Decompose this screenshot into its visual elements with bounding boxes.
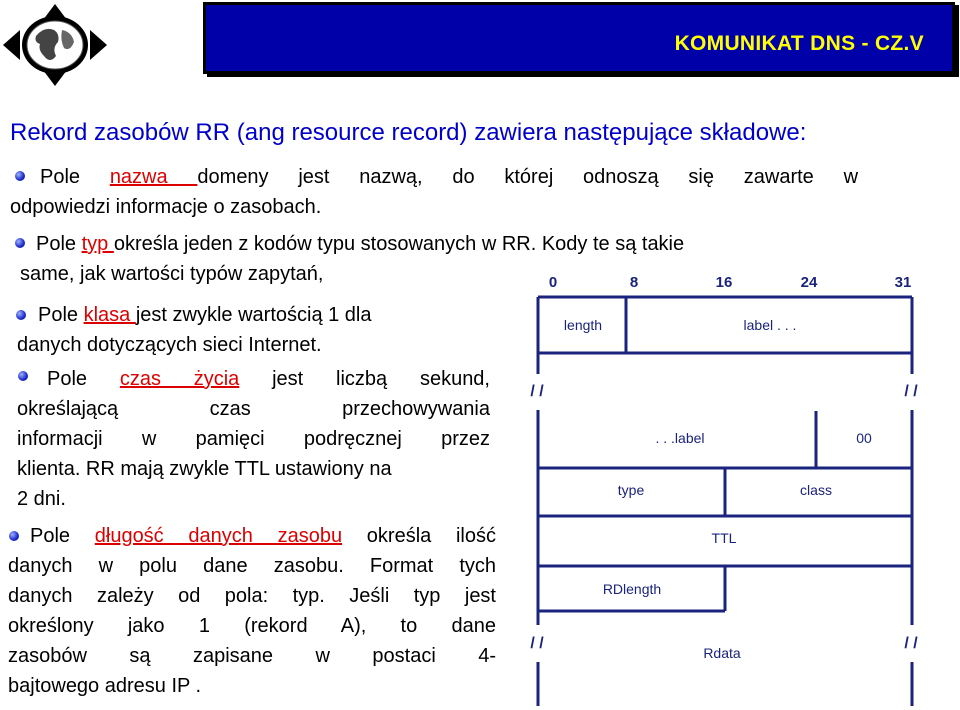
term-dlugosc-danych-zasobu: długość danych zasobu [94,525,343,547]
break-mark: / / [904,383,918,400]
text-line: określającą czas przechowywania [17,398,490,420]
text-segment: domeny jest nazwą, do której odnoszą się zawarte w [197,166,859,188]
text-line: danych w polu dane zasobu. Format tych [8,555,496,577]
text-line: danych dotyczących sieci Internet. [17,334,322,356]
text-line: bajtowego adresu IP . [8,675,202,697]
term-klasa: klasa [83,304,136,326]
text-segment: Pole [47,368,120,390]
term-czas-zycia: czas życia [119,368,240,390]
section-heading: Rekord zasobów RR (ang resource record) zawiera następujące składowe: [10,119,807,146]
term-typ: typ [81,233,114,255]
text-line: odpowiedzi informacje o zasobach. [10,196,322,218]
text-segment: określa jeden z kodów typu stosowanych w RR. Kody te są takie [113,233,685,255]
field-rdlength: RDlength [602,581,662,597]
text-line: danych zależy od pola: typ. Jeśli typ jest [8,585,496,607]
field-class: class [800,482,832,498]
field-type: type [617,482,645,498]
text-segment: jest liczbą sekund, [239,368,490,390]
network-globe-logo [0,0,110,90]
text-line: informacji w pamięci podręcznej przez [17,428,490,450]
bullet-klasa [17,300,487,360]
field-ttl: TTL [711,530,737,546]
break-mark: / / [530,383,544,400]
text-segment: określa ilość [342,525,496,547]
text-segment: Pole [36,233,82,255]
title-banner [203,2,955,74]
field-label: label . . . [743,317,797,333]
text-segment: Pole [38,304,84,326]
bit-label-24: 24 [800,274,818,291]
field-label-continuation: . . .label [655,430,705,446]
text-line: 2 dni. [17,488,66,510]
bullet-czas-zycia [17,364,490,514]
text-line: same, jak wartości typów zapytań, [20,263,324,285]
text-segment: jest zwykle wartością 1 dla [135,304,372,326]
text-line: klienta. RR mają zwykle TTL ustawiony na [17,458,392,480]
break-mark: / / [530,635,544,652]
bullet-dlugosc [8,521,496,701]
field-length: length [563,317,603,333]
page-title: KOMUNIKAT DNS - CZ.V [674,32,924,55]
text-segment: Pole [40,166,110,188]
text-line: określony jako 1 (rekord A), to dane [8,615,496,637]
bullet-nazwa [10,162,858,222]
field-terminator: 00 [856,430,872,446]
bit-label-8: 8 [629,274,639,291]
rr-format-diagram [525,268,955,708]
term-nazwa: nazwa [109,166,198,188]
text-segment: Pole [30,525,95,547]
bit-label-16: 16 [715,274,733,291]
field-rdata: Rdata [703,645,741,661]
bit-label-31: 31 [894,274,912,291]
break-mark: / / [904,635,918,652]
bit-label-0: 0 [548,274,558,291]
text-line: zasobów są zapisane w postaci 4- [8,645,496,667]
